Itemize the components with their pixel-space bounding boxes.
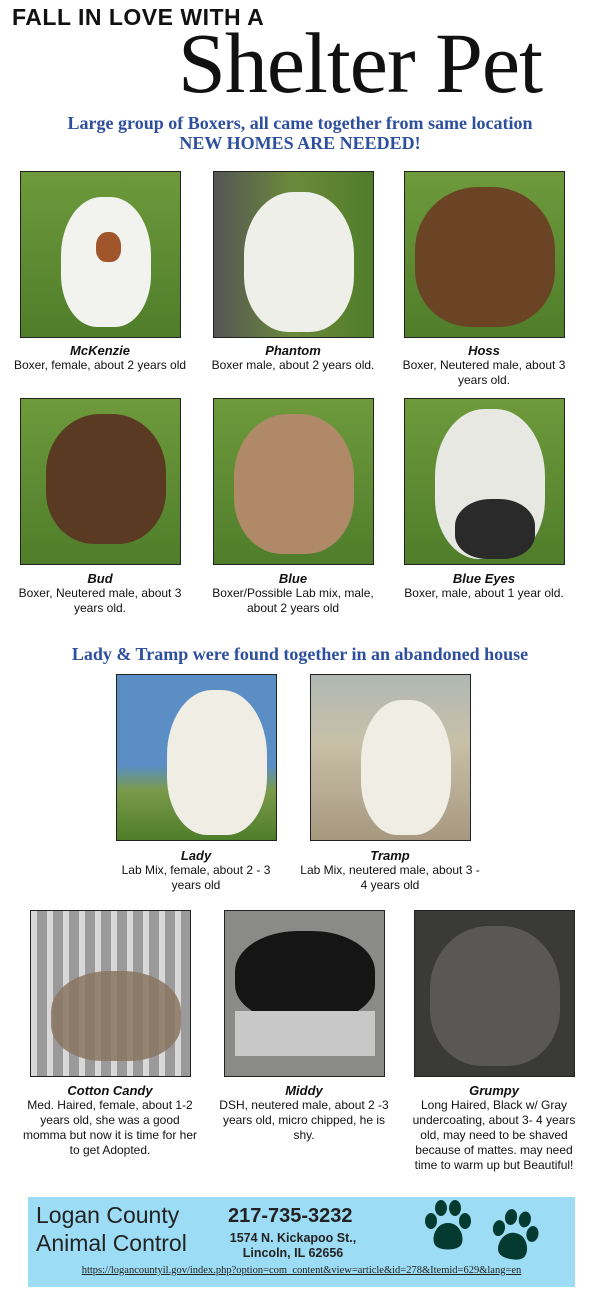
pet-desc: Lab Mix, female, about 2 - 3 years old (121, 863, 271, 892)
pet-desc: Boxer, Neutered male, about 3 years old. (402, 358, 566, 387)
header-title: Shelter Pet (178, 15, 542, 111)
website-link[interactable]: https://logancountyil.gov/index.php?option=com_content&view=article&id=278&Itemid=629&lang=en (81, 1265, 522, 1276)
caption-blue (203, 571, 383, 616)
pet-desc: Boxer male, about 2 years old. (211, 358, 375, 372)
caption-mckenzie (10, 343, 190, 373)
section2-heading: Lady & Tramp were found together in an abandoned house (71, 644, 529, 664)
photo-phantom (213, 171, 374, 338)
pet-desc: Boxer, Neutered male, about 3 years old. (18, 586, 182, 615)
pet-name: Blue Eyes (452, 571, 516, 586)
photo-grumpy (414, 910, 575, 1077)
pet-name: Middy (285, 1083, 323, 1098)
caption-hoss (394, 343, 574, 388)
address-line2: Lincoln, IL 62656 (242, 1246, 344, 1260)
pet-desc: Med. Haired, female, about 1-2 years old, she was a good momma but now it is time for her to get Adopted. (22, 1098, 198, 1157)
pet-name: Cotton Candy (67, 1083, 153, 1098)
pet-desc: Boxer, male, about 1 year old. (404, 586, 564, 600)
header-line1: FALL IN LOVE WITH A (12, 4, 265, 30)
photo-middy (224, 910, 385, 1077)
contact-banner (28, 1197, 575, 1287)
pet-name: Lady (180, 848, 212, 863)
caption-lady (106, 848, 286, 893)
pet-desc: Long Haired, Black w/ Gray undercoating, about 3- 4 years old, may need to be shaved because of mattes. may need time to warm up but Beautiful! (412, 1098, 576, 1172)
caption-bud (10, 571, 190, 616)
org-name (36, 1201, 187, 1257)
caption-cotton-candy (20, 1083, 200, 1158)
org-line2: Animal Control (36, 1230, 187, 1256)
section1-line1: Large group of Boxers, all came together from same location (67, 113, 533, 133)
photo-cotton-candy (30, 910, 191, 1077)
pet-desc: Boxer, female, about 2 years old (13, 358, 187, 372)
caption-grumpy (404, 1083, 584, 1173)
pet-name: Blue (278, 571, 308, 586)
address (218, 1231, 368, 1261)
photo-blue (213, 398, 374, 565)
caption-phantom (203, 343, 383, 373)
pet-desc: DSH, neutered male, about 2 -3 years old, micro chipped, he is shy. (219, 1098, 389, 1142)
photo-blue-eyes (404, 398, 565, 565)
section1-heading (0, 113, 600, 153)
pet-name: Phantom (265, 343, 321, 358)
pet-name: Grumpy (469, 1083, 519, 1098)
photo-hoss (404, 171, 565, 338)
pet-desc: Lab Mix, neutered male, about 3 - 4 years old (300, 863, 480, 892)
section1-line2: NEW HOMES ARE NEEDED! (179, 133, 421, 153)
paw-icon (490, 1209, 540, 1261)
caption-blue-eyes (394, 571, 574, 601)
org-line1: Logan County (36, 1202, 180, 1228)
address-line1: 1574 N. Kickapoo St., (229, 1231, 357, 1245)
pet-name: Hoss (468, 343, 500, 358)
pet-name: McKenzie (70, 343, 130, 358)
photo-mckenzie (20, 171, 181, 338)
photo-bud (20, 398, 181, 565)
pet-name: Tramp (370, 848, 410, 863)
pet-desc: Boxer/Possible Lab mix, male, about 2 years old (212, 586, 374, 615)
caption-middy (214, 1083, 394, 1143)
phone-number[interactable]: 217-735-3232 (228, 1205, 353, 1227)
paw-icon (423, 1199, 473, 1251)
photo-tramp (310, 674, 471, 841)
caption-tramp (300, 848, 480, 893)
pet-name: Bud (87, 571, 113, 586)
photo-lady (116, 674, 277, 841)
